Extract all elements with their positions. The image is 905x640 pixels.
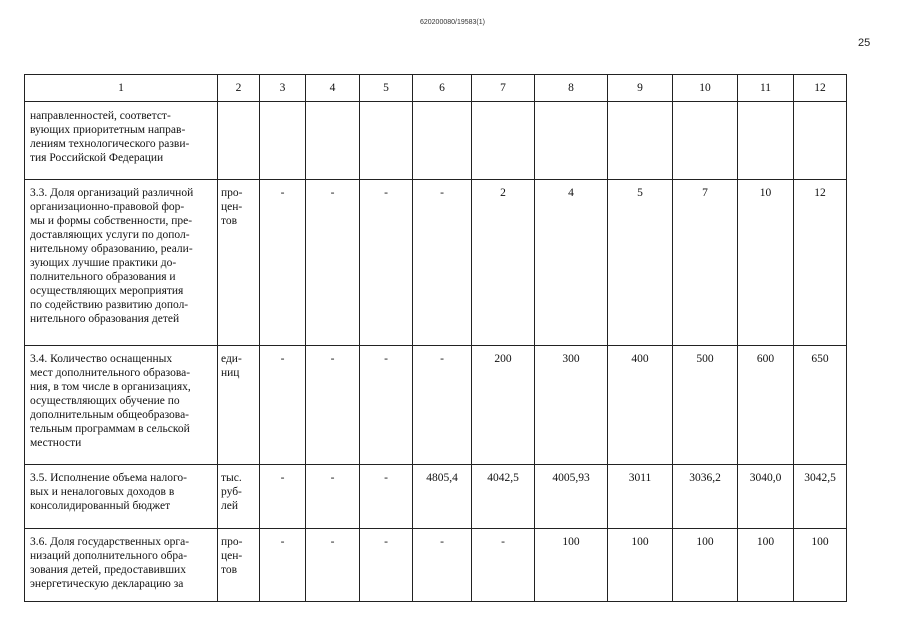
value-cell: -	[306, 529, 360, 602]
description-line: вующих приоритетным направ-	[30, 124, 186, 136]
indicators-table	[24, 74, 847, 602]
value-cell: -	[413, 180, 472, 346]
value-cell: 600	[738, 346, 794, 465]
value-cell: 3036,2	[673, 465, 738, 529]
description-line: доставляющих услуги по допол-	[30, 229, 190, 241]
value-cell: 4042,5	[472, 465, 535, 529]
column-header: 1	[25, 75, 218, 102]
value-cell: 400	[608, 346, 673, 465]
value-cell: -	[360, 465, 413, 529]
value-cell	[794, 102, 847, 180]
value-cell	[360, 102, 413, 180]
description-line: организационно-правовой фор-	[30, 201, 185, 213]
description-line: лениям технологического разви-	[30, 138, 190, 150]
value-cell: -	[260, 346, 306, 465]
value-cell: 4805,4	[413, 465, 472, 529]
unit-line: тов	[221, 215, 238, 227]
description-line: 3.3. Доля организаций различной	[30, 187, 194, 199]
description-line: консолидированный бюджет	[30, 500, 171, 512]
value-cell: 10	[738, 180, 794, 346]
description-line: низаций дополнительного обра-	[30, 550, 188, 562]
unit-of-measure	[218, 346, 260, 465]
value-cell	[260, 102, 306, 180]
value-cell: 500	[673, 346, 738, 465]
value-cell: 100	[794, 529, 847, 602]
value-cell	[738, 102, 794, 180]
indicator-description	[25, 465, 218, 529]
column-header: 9	[608, 75, 673, 102]
table-row	[25, 346, 847, 465]
column-header: 5	[360, 75, 413, 102]
value-cell: 100	[738, 529, 794, 602]
value-cell: -	[260, 465, 306, 529]
value-cell: -	[306, 465, 360, 529]
value-cell: -	[306, 346, 360, 465]
column-header: 8	[535, 75, 608, 102]
table-row	[25, 180, 847, 346]
value-cell: 3042,5	[794, 465, 847, 529]
value-cell: -	[413, 529, 472, 602]
description-line: ния, в том числе в организациях,	[30, 381, 191, 393]
value-cell: 100	[535, 529, 608, 602]
value-cell: 12	[794, 180, 847, 346]
column-header: 4	[306, 75, 360, 102]
value-cell	[608, 102, 673, 180]
value-cell: 650	[794, 346, 847, 465]
indicator-description	[25, 180, 218, 346]
unit-line: цен-	[221, 201, 243, 213]
description-line: мы и формы собственности, пре-	[30, 215, 193, 227]
column-header: 12	[794, 75, 847, 102]
unit-line: тыс.	[221, 472, 242, 484]
description-line: местности	[30, 437, 82, 449]
value-cell: 7	[673, 180, 738, 346]
unit-line: лей	[221, 500, 238, 512]
description-line: энергетическую декларацию за	[30, 578, 184, 590]
column-header: 2	[218, 75, 260, 102]
table-row	[25, 529, 847, 602]
description-line: мест дополнительного образова-	[30, 367, 191, 379]
unit-of-measure	[218, 465, 260, 529]
unit-line: про-	[221, 536, 243, 548]
description-line: осуществляющих мероприятия	[30, 285, 184, 297]
column-header: 11	[738, 75, 794, 102]
table-header-row	[25, 75, 847, 102]
value-cell: 3011	[608, 465, 673, 529]
description-line: тельным программам в сельской	[30, 423, 190, 435]
value-cell	[413, 102, 472, 180]
value-cell: -	[360, 529, 413, 602]
column-header: 3	[260, 75, 306, 102]
description-line: осуществляющих обучение по	[30, 395, 180, 407]
table-row	[25, 465, 847, 529]
column-header: 6	[413, 75, 472, 102]
value-cell: 100	[608, 529, 673, 602]
description-line: по содействию развитию допол-	[30, 299, 189, 311]
unit-line: цен-	[221, 550, 243, 562]
description-line: 3.6. Доля государственных орга-	[30, 536, 190, 548]
unit-line: тов	[221, 564, 238, 576]
column-header: 10	[673, 75, 738, 102]
unit-of-measure	[218, 180, 260, 346]
page-number: 25	[858, 37, 871, 49]
value-cell: 5	[608, 180, 673, 346]
column-header: 7	[472, 75, 535, 102]
description-line: зования детей, предоставивших	[30, 564, 186, 576]
description-line: нительному образованию, реали-	[30, 243, 193, 255]
description-line: 3.4. Количество оснащенных	[30, 353, 173, 365]
value-cell	[673, 102, 738, 180]
description-line: дополнительным общеобразова-	[30, 409, 190, 421]
indicator-description	[25, 102, 218, 180]
indicator-description	[25, 529, 218, 602]
value-cell: -	[260, 529, 306, 602]
description-line: направленностей, соответст-	[30, 110, 171, 122]
value-cell: 3040,0	[738, 465, 794, 529]
value-cell: 4	[535, 180, 608, 346]
value-cell: 4005,93	[535, 465, 608, 529]
unit-line: про-	[221, 187, 243, 199]
unit-of-measure	[218, 529, 260, 602]
value-cell: -	[360, 180, 413, 346]
unit-line: руб-	[221, 486, 242, 498]
value-cell: 100	[673, 529, 738, 602]
description-line: нительного образования детей	[30, 313, 180, 325]
unit-of-measure	[218, 102, 260, 180]
value-cell	[306, 102, 360, 180]
value-cell: -	[260, 180, 306, 346]
description-line: 3.5. Исполнение объема налого-	[30, 472, 187, 484]
value-cell: 300	[535, 346, 608, 465]
value-cell: -	[413, 346, 472, 465]
unit-line: ниц	[221, 367, 240, 379]
value-cell	[535, 102, 608, 180]
value-cell: -	[360, 346, 413, 465]
description-line: тия Российской Федерации	[30, 152, 164, 164]
value-cell: 2	[472, 180, 535, 346]
unit-line: еди-	[221, 353, 242, 365]
value-cell	[472, 102, 535, 180]
value-cell: -	[472, 529, 535, 602]
indicator-description	[25, 346, 218, 465]
value-cell: 200	[472, 346, 535, 465]
table-row	[25, 102, 847, 180]
description-line: полнительного образования и	[30, 271, 176, 283]
description-line: зующих лучшие практики до-	[30, 257, 177, 269]
document-id: 620200080/19583(1)	[419, 19, 485, 26]
value-cell: -	[306, 180, 360, 346]
description-line: вых и неналоговых доходов в	[30, 486, 175, 498]
